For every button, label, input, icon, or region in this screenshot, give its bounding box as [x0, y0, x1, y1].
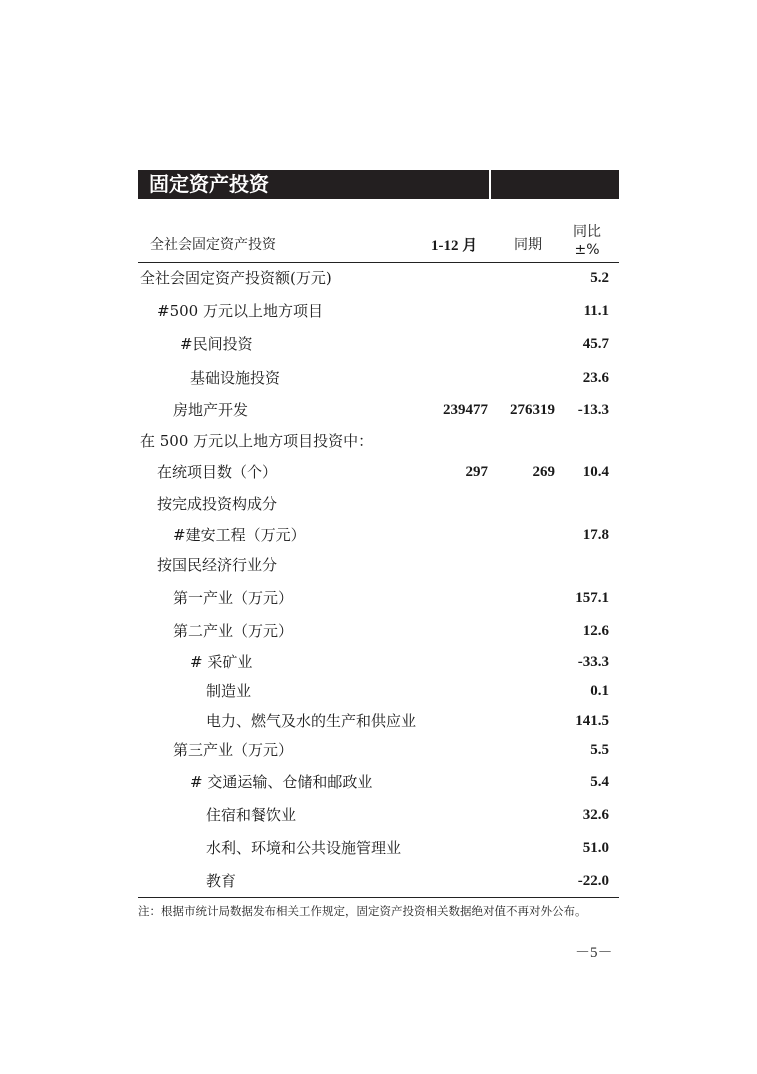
row-label: 按国民经济行业分	[157, 556, 278, 574]
row-label: 基础设施投资	[190, 369, 281, 387]
row-label: 电力、燃气及水的生产和供应业	[206, 712, 417, 730]
row-label: # 采矿业	[190, 653, 253, 671]
row-value-current: 297	[465, 464, 488, 480]
table-row	[138, 366, 619, 390]
section-title: 固定资产投资	[138, 170, 491, 199]
row-value-yoy: 5.5	[590, 742, 609, 758]
table-row	[138, 299, 619, 323]
row-value-yoy: -33.3	[577, 654, 609, 670]
header-yoy-line1: 同比	[573, 224, 601, 240]
header-item-name: 全社会固定资产投资	[150, 237, 276, 253]
page-number: －5－	[575, 945, 613, 961]
table-row	[138, 460, 619, 484]
table-row	[138, 398, 619, 422]
row-value-yoy: 157.1	[575, 590, 609, 606]
row-label: 在 500 万元以上地方项目投资中：	[140, 432, 374, 450]
row-value-yoy: 5.2	[590, 270, 609, 286]
row-value-current: 239477	[443, 402, 488, 418]
row-label: 水利、环境和公共设施管理业	[206, 839, 402, 857]
row-label: #500 万元以上地方项目	[157, 302, 323, 320]
row-value-yoy: -22.0	[577, 873, 609, 889]
table-top-rule	[138, 262, 619, 263]
table-row	[138, 709, 619, 733]
row-value-yoy: -13.3	[577, 402, 609, 418]
row-value-yoy: 141.5	[575, 713, 609, 729]
table-row	[138, 738, 619, 762]
header-yoy-line2: ±%	[574, 242, 600, 258]
table-row	[138, 429, 619, 453]
section-title-bar	[138, 170, 619, 199]
table-row	[138, 869, 619, 893]
row-value-yoy: 10.4	[582, 464, 609, 480]
row-label: 教育	[206, 872, 237, 890]
header-current-period: 1-12 月	[431, 238, 478, 254]
row-label: 房地产开发	[173, 401, 249, 419]
table-header	[138, 218, 619, 262]
footnote: 注：根据市统计局数据发布相关工作规定，固定资产投资相关数据绝对值不再对外公布。	[138, 904, 587, 918]
row-label: #民间投资	[180, 335, 253, 353]
row-value-yoy: 12.6	[582, 623, 609, 639]
row-label: 全社会固定资产投资额(万元)	[140, 269, 332, 287]
table-row	[138, 803, 619, 827]
row-label: 在统项目数（个）	[157, 463, 278, 481]
table-row	[138, 679, 619, 703]
table-row	[138, 492, 619, 516]
row-label: 制造业	[206, 682, 252, 700]
row-value-yoy: 32.6	[582, 807, 609, 823]
row-value-yoy: 51.0	[582, 840, 609, 856]
table-row	[138, 332, 619, 356]
table-row	[138, 266, 619, 290]
table-row	[138, 553, 619, 577]
row-value-yoy: 11.1	[583, 303, 609, 319]
row-value-yoy: 17.8	[582, 527, 609, 543]
header-same-period: 同期	[514, 237, 542, 253]
row-label: 第一产业（万元）	[173, 589, 294, 607]
row-value-yoy: 45.7	[582, 336, 609, 352]
table-row	[138, 836, 619, 860]
table-row	[138, 619, 619, 643]
table-bottom-rule	[138, 897, 619, 898]
row-label: 第二产业（万元）	[173, 622, 294, 640]
row-value-prior: 269	[532, 464, 555, 480]
row-value-yoy: 0.1	[590, 683, 609, 699]
row-label: #建安工程（万元）	[173, 526, 306, 544]
row-label: 住宿和餐饮业	[206, 806, 297, 824]
table-row	[138, 586, 619, 610]
table-row	[138, 523, 619, 547]
row-label: # 交通运输、仓储和邮政业	[190, 773, 373, 791]
header-yoy-change	[567, 223, 607, 259]
row-value-yoy: 23.6	[582, 370, 609, 386]
row-label: 按完成投资构成分	[157, 495, 278, 513]
row-value-yoy: 5.4	[590, 774, 609, 790]
title-bar-filler	[491, 170, 619, 199]
table-row	[138, 650, 619, 674]
table-row	[138, 770, 619, 794]
row-value-prior: 276319	[510, 402, 555, 418]
row-label: 第三产业（万元）	[173, 741, 294, 759]
